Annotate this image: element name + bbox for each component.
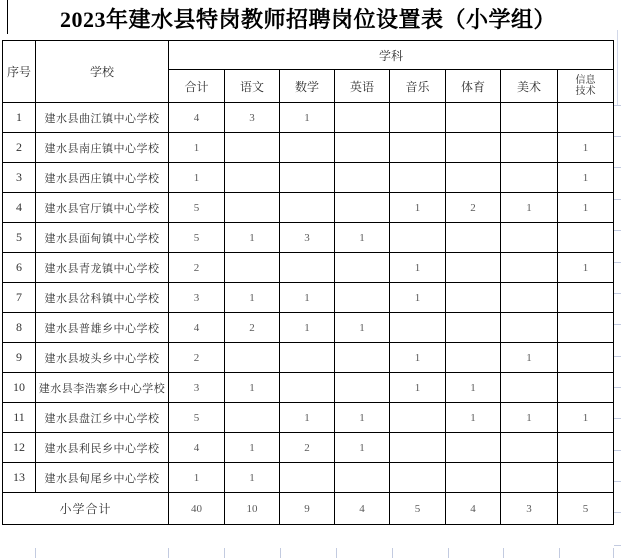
value-cell: 1 [225, 373, 280, 403]
value-cell: 5 [169, 223, 225, 253]
sheet-gridline-stub-horizontal [614, 356, 621, 357]
sheet-gridline-stub-horizontal [614, 105, 621, 106]
sheet-gridline-stub-horizontal [614, 418, 621, 419]
header-subject-english: 英语 [335, 70, 390, 103]
school-cell: 建水县甸尾乡中心学校 [36, 463, 169, 493]
sheet-gridline-stub-horizontal [614, 387, 621, 388]
value-cell [446, 253, 501, 283]
serial-cell: 13 [3, 463, 36, 493]
value-cell [335, 163, 390, 193]
table-footer [3, 493, 614, 525]
value-cell: 1 [446, 403, 501, 433]
value-cell [501, 133, 558, 163]
serial-cell: 6 [3, 253, 36, 283]
value-cell [280, 343, 335, 373]
table-row [3, 313, 614, 343]
value-cell [501, 283, 558, 313]
value-cell: 3 [169, 283, 225, 313]
value-cell: 2 [280, 433, 335, 463]
serial-cell: 1 [3, 103, 36, 133]
sheet-gridline-stub-vertical [503, 548, 504, 558]
value-cell: 1 [390, 343, 446, 373]
value-cell [280, 163, 335, 193]
sheet-gridline-stub-vertical [392, 548, 393, 558]
table-row [3, 463, 614, 493]
header-subject-chinese: 语文 [225, 70, 280, 103]
sheet-gridline-stub-horizontal [614, 136, 621, 137]
sheet-gridline-stub-vertical [224, 548, 225, 558]
value-cell [446, 433, 501, 463]
header-subject-group: 学科 [169, 41, 614, 70]
table-row [3, 163, 614, 193]
value-cell [501, 313, 558, 343]
value-cell [280, 373, 335, 403]
value-cell: 1 [225, 283, 280, 313]
school-cell: 建水县面甸镇中心学校 [36, 223, 169, 253]
value-cell: 4 [169, 433, 225, 463]
value-cell [558, 373, 614, 403]
value-cell [501, 163, 558, 193]
value-cell: 5 [169, 403, 225, 433]
table-row [3, 133, 614, 163]
sheet-gridline-stub-vertical [35, 548, 36, 558]
header-subject-music: 音乐 [390, 70, 446, 103]
value-cell: 1 [335, 313, 390, 343]
school-cell: 建水县坡头乡中心学校 [36, 343, 169, 373]
sheet-gridline-stub-vertical [336, 548, 337, 558]
value-cell: 1 [501, 403, 558, 433]
value-cell [335, 133, 390, 163]
serial-cell: 8 [3, 313, 36, 343]
sheet-gridline-stub-horizontal [614, 167, 621, 168]
sheet-gridline-stub-horizontal [614, 199, 621, 200]
value-cell [335, 283, 390, 313]
table-row [3, 253, 614, 283]
sheet-gridline-stub-vertical [280, 548, 281, 558]
header-subject-pe: 体育 [446, 70, 501, 103]
value-cell: 1 [335, 403, 390, 433]
table-row [3, 343, 614, 373]
table-row [3, 283, 614, 313]
value-cell: 1 [280, 313, 335, 343]
value-cell: 4 [169, 313, 225, 343]
header-subject-it-label: 信息技术 [575, 75, 596, 97]
sheet-gridline-stub-horizontal [614, 481, 621, 482]
serial-cell: 4 [3, 193, 36, 223]
value-cell: 1 [225, 223, 280, 253]
value-cell [390, 133, 446, 163]
value-cell [501, 253, 558, 283]
serial-cell: 2 [3, 133, 36, 163]
serial-cell: 9 [3, 343, 36, 373]
sheet-gridline-stub-vertical [168, 548, 169, 558]
sheet-gridline-stub-vertical [559, 548, 560, 558]
value-cell: 3 [225, 103, 280, 133]
value-cell [501, 433, 558, 463]
total-value-cell: 40 [169, 493, 225, 525]
header-subject-math: 数学 [280, 70, 335, 103]
value-cell [501, 373, 558, 403]
school-cell: 建水县盘江乡中心学校 [36, 403, 169, 433]
serial-cell: 7 [3, 283, 36, 313]
value-cell [558, 343, 614, 373]
value-cell [558, 103, 614, 133]
value-cell [225, 343, 280, 373]
total-row [3, 493, 614, 525]
value-cell: 1 [501, 193, 558, 223]
table-row [3, 403, 614, 433]
value-cell [446, 313, 501, 343]
value-cell [335, 343, 390, 373]
total-value-cell: 10 [225, 493, 280, 525]
value-cell: 1 [390, 253, 446, 283]
header-row-group [3, 41, 614, 70]
value-cell [558, 433, 614, 463]
value-cell [280, 133, 335, 163]
value-cell [225, 403, 280, 433]
sheet-gridline-stub-vertical [448, 548, 449, 558]
sheet-gridline-stub-horizontal [614, 230, 621, 231]
value-cell [501, 103, 558, 133]
table-row [3, 373, 614, 403]
value-cell: 1 [335, 223, 390, 253]
value-cell [335, 373, 390, 403]
value-cell [390, 463, 446, 493]
value-cell [446, 283, 501, 313]
value-cell [335, 463, 390, 493]
value-cell [390, 163, 446, 193]
value-cell: 1 [280, 103, 335, 133]
value-cell [225, 253, 280, 283]
serial-cell: 10 [3, 373, 36, 403]
value-cell: 3 [280, 223, 335, 253]
school-cell: 建水县青龙镇中心学校 [36, 253, 169, 283]
value-cell: 2 [446, 193, 501, 223]
header-subject-art: 美术 [501, 70, 558, 103]
serial-cell: 5 [3, 223, 36, 253]
value-cell [501, 463, 558, 493]
value-cell: 1 [280, 283, 335, 313]
sheet-gridline-stub-horizontal [614, 293, 621, 294]
total-value-cell: 5 [390, 493, 446, 525]
total-label-cell: 小学合计 [3, 493, 169, 525]
header-school: 学校 [36, 41, 169, 103]
page-title: 2023年建水县特岗教师招聘岗位设置表（小学组） [59, 7, 556, 32]
value-cell [335, 193, 390, 223]
school-cell: 建水县岔科镇中心学校 [36, 283, 169, 313]
value-cell: 2 [169, 343, 225, 373]
value-cell [446, 463, 501, 493]
table-header [3, 41, 614, 103]
value-cell [225, 193, 280, 223]
value-cell [390, 433, 446, 463]
total-value-cell: 4 [335, 493, 390, 525]
value-cell: 1 [390, 193, 446, 223]
value-cell: 4 [169, 103, 225, 133]
value-cell [280, 463, 335, 493]
school-cell: 建水县官厅镇中心学校 [36, 193, 169, 223]
school-cell: 建水县曲江镇中心学校 [36, 103, 169, 133]
value-cell [335, 103, 390, 133]
value-cell: 1 [558, 403, 614, 433]
value-cell: 2 [225, 313, 280, 343]
value-cell: 1 [225, 433, 280, 463]
school-cell: 建水县西庄镇中心学校 [36, 163, 169, 193]
table-row [3, 193, 614, 223]
serial-cell: 12 [3, 433, 36, 463]
header-subject-it [558, 70, 614, 103]
school-cell: 建水县南庄镇中心学校 [36, 133, 169, 163]
value-cell: 1 [169, 463, 225, 493]
total-value-cell: 4 [446, 493, 501, 525]
value-cell: 3 [169, 373, 225, 403]
sheet-gridline-stub-horizontal [614, 450, 621, 451]
value-cell: 1 [446, 373, 501, 403]
value-cell: 1 [558, 163, 614, 193]
table-body [3, 103, 614, 493]
sheet-gridline-stub-horizontal [614, 262, 621, 263]
sheet-gridline-right [617, 30, 618, 105]
value-cell: 5 [169, 193, 225, 223]
total-value-cell: 3 [501, 493, 558, 525]
value-cell: 1 [558, 193, 614, 223]
value-cell [225, 133, 280, 163]
school-cell: 建水县李浩寨乡中心学校 [36, 373, 169, 403]
header-serial: 序号 [3, 41, 36, 103]
school-cell: 建水县利民乡中心学校 [36, 433, 169, 463]
value-cell [446, 343, 501, 373]
value-cell [280, 193, 335, 223]
total-value-cell: 5 [558, 493, 614, 525]
value-cell [390, 103, 446, 133]
serial-cell: 3 [3, 163, 36, 193]
value-cell [558, 463, 614, 493]
school-cell: 建水县普雄乡中心学校 [36, 313, 169, 343]
value-cell [558, 283, 614, 313]
value-cell [390, 313, 446, 343]
sheet-gridline-stub-horizontal [614, 512, 621, 513]
value-cell: 1 [390, 373, 446, 403]
header-subject-total: 合计 [169, 70, 225, 103]
sheet-gridline-stub-horizontal [614, 545, 621, 546]
value-cell: 1 [225, 463, 280, 493]
position-table [2, 40, 614, 525]
value-cell: 1 [390, 283, 446, 313]
value-cell [446, 223, 501, 253]
value-cell: 1 [280, 403, 335, 433]
value-cell: 1 [558, 253, 614, 283]
value-cell [446, 133, 501, 163]
sheet-gridline-stub-vertical [613, 548, 614, 558]
table-row [3, 103, 614, 133]
value-cell: 1 [169, 133, 225, 163]
value-cell [446, 103, 501, 133]
value-cell [225, 163, 280, 193]
value-cell: 2 [169, 253, 225, 283]
value-cell [446, 163, 501, 193]
table-row [3, 433, 614, 463]
serial-cell: 11 [3, 403, 36, 433]
value-cell: 1 [335, 433, 390, 463]
total-value-cell: 9 [280, 493, 335, 525]
table-row [3, 223, 614, 253]
value-cell: 1 [501, 343, 558, 373]
value-cell [558, 223, 614, 253]
value-cell [390, 223, 446, 253]
value-cell [501, 223, 558, 253]
value-cell [390, 403, 446, 433]
value-cell [335, 253, 390, 283]
value-cell: 1 [169, 163, 225, 193]
value-cell [280, 253, 335, 283]
value-cell [558, 313, 614, 343]
value-cell: 1 [558, 133, 614, 163]
sheet-gridline-stub-horizontal [614, 324, 621, 325]
